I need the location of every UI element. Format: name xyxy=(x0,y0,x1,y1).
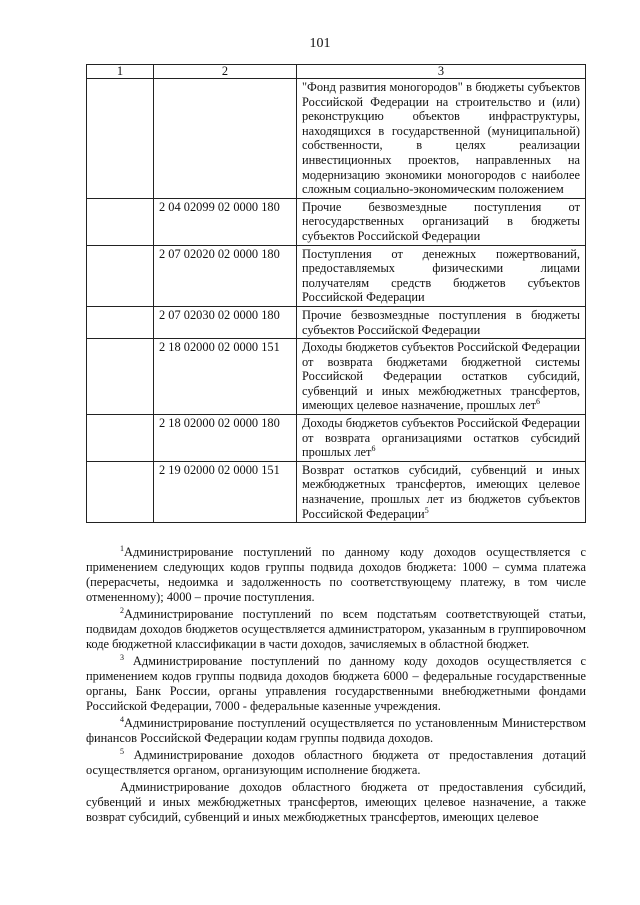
revenue-code-cell: 2 07 02030 02 0000 180 xyxy=(154,306,297,338)
footnote xyxy=(86,654,586,714)
footnote-ref: 6 xyxy=(536,397,541,407)
footnote-text: Администрирование поступлений осуществляется по установленным Министерством финансов Российской Федерации кодам группы подвида доходов. xyxy=(86,716,586,745)
description-text: Доходы бюджетов субъектов Российской Федерации от возврата организациями остатков субсидий прошлых лет xyxy=(302,416,580,460)
footnote-text: Администрирование поступлений по данному коду доходов осуществляется с применением следующих кодов группы подвида доходов бюджета: 1000 – сумма платежа (перерасчеты, недоимка и задолженность по соответствующему платежу, в том числе отмененному); 4000 – прочие поступления. xyxy=(86,545,586,604)
table-row xyxy=(87,415,586,462)
footnote-ref: 6 xyxy=(371,444,376,454)
revenue-code-cell xyxy=(154,79,297,199)
admin-code-cell xyxy=(87,198,154,245)
revenue-description-cell xyxy=(297,339,586,415)
description-text: "Фонд развития моногородов" в бюджеты субъектов Российской Федерации на строительство и (или) реконструкцию объектов инфраструктуры, находящихся в государственной (муниципальной) собственности, в целях реализации инвестиционных проектов, направленных на модернизацию экономики моногородов с наиболее сложным социально-экономическим положением xyxy=(302,80,580,197)
description-text: Прочие безвозмездные поступления в бюджеты субъектов Российской Федерации xyxy=(302,307,580,337)
table-row xyxy=(87,245,586,306)
table-header-row xyxy=(87,65,586,79)
footnote-marker: 2 xyxy=(120,605,124,615)
revenue-description-cell xyxy=(297,79,586,199)
description-text: Доходы бюджетов субъектов Российской Федерации от возврата бюджетами бюджетной системы Российской Федерации остатков субсидий, субвенций и иных межбюджетных трансфертов, имеющих целевое назначение, прошлых лет xyxy=(302,340,580,413)
footnote-text: Администрирование поступлений по данному коду доходов осуществляется с применением кодов группы подвида доходов бюджета 6000 – федеральные государственные органы, Банк России, органы управления государственными внебюджетными фондами Российской Федерации, 7000 - федеральные казенные учреждения. xyxy=(86,654,586,713)
budget-classification-table xyxy=(86,64,586,523)
column-header-2: 2 xyxy=(154,65,297,79)
admin-code-cell xyxy=(87,306,154,338)
table-row xyxy=(87,198,586,245)
footnote-marker: 3 xyxy=(120,652,124,662)
table-row xyxy=(87,339,586,415)
footnote-marker: 1 xyxy=(120,543,124,553)
revenue-code-cell: 2 18 02000 02 0000 151 xyxy=(154,339,297,415)
footnote xyxy=(86,748,586,778)
table-row xyxy=(87,79,586,199)
revenue-description-cell xyxy=(297,461,586,522)
footnotes-section xyxy=(86,545,586,827)
body-paragraph xyxy=(86,780,586,825)
footnote-marker: 5 xyxy=(120,746,124,756)
description-text: Прочие безвозмездные поступления от негосударственных организаций в бюджеты субъектов Российской Федерации xyxy=(302,199,580,243)
admin-code-cell xyxy=(87,79,154,199)
admin-code-cell xyxy=(87,415,154,462)
footnote xyxy=(86,545,586,605)
revenue-description-cell xyxy=(297,306,586,338)
admin-code-cell xyxy=(87,461,154,522)
footnote-ref: 5 xyxy=(424,505,429,515)
revenue-description-cell xyxy=(297,415,586,462)
table-row xyxy=(87,306,586,338)
revenue-description-cell xyxy=(297,198,586,245)
description-text: Возврат остатков субсидий, субвенций и иных межбюджетных трансфертов, имеющих целевое назначение, прошлых лет из бюджетов субъектов Российской Федерации xyxy=(302,462,580,521)
revenue-code-cell: 2 04 02099 02 0000 180 xyxy=(154,198,297,245)
revenue-code-cell: 2 19 02000 02 0000 151 xyxy=(154,461,297,522)
footnote-text: Администрирование доходов областного бюджета от предоставления дотаций осуществляется органом, организующим исполнение бюджета. xyxy=(86,748,586,777)
revenue-code-cell: 2 18 02000 02 0000 180 xyxy=(154,415,297,462)
page-number: 101 xyxy=(309,36,331,51)
revenue-code-cell: 2 07 02020 02 0000 180 xyxy=(154,245,297,306)
table-row xyxy=(87,461,586,522)
description-text: Поступления от денежных пожертвований, предоставляемых физическими лицами получателям средств бюджетов субъектов Российской Федерации xyxy=(302,246,580,305)
revenue-description-cell xyxy=(297,245,586,306)
footnote xyxy=(86,607,586,652)
admin-code-cell xyxy=(87,339,154,415)
footnote xyxy=(86,716,586,746)
admin-code-cell xyxy=(87,245,154,306)
column-header-1: 1 xyxy=(87,65,154,79)
column-header-3: 3 xyxy=(297,65,586,79)
footnote-marker: 4 xyxy=(120,714,124,724)
paragraph-text: Администрирование доходов областного бюджета от предоставления субсидий, субвенций и иных межбюджетных трансфертов, имеющих целевое назначение, а также возврат субсидий, субвенций и иных межбюджетных трансфертов, имеющих целевое xyxy=(86,780,586,824)
footnote-text: Администрирование поступлений по всем подстатьям соответствующей статьи, подвидам доходов бюджетов осуществляется администратором, указанным в группировочном коде бюджетной классификации в части доходов, зачисляемых в областной бюджет. xyxy=(86,607,586,651)
